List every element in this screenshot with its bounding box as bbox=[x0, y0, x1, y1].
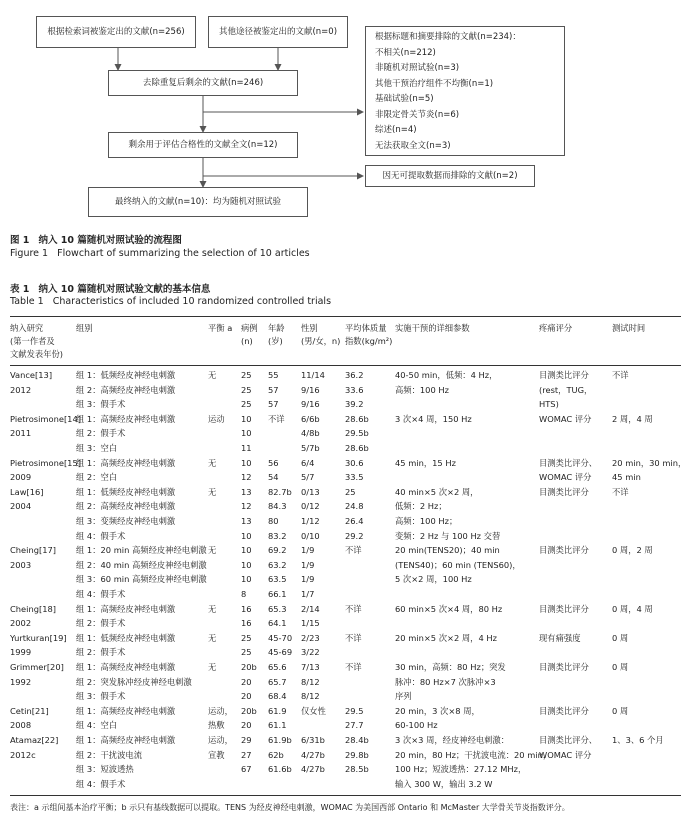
cell-cases: 29 bbox=[241, 735, 252, 745]
cell-age: 66.1 bbox=[268, 589, 287, 599]
cell-pain: 目测类比评分 bbox=[539, 545, 589, 556]
cell-group: 组 1：高频经皮神经电刺激 bbox=[76, 413, 176, 424]
cell-age: 68.4 bbox=[268, 691, 287, 702]
table-caption-en: Table 1 Characteristics of included 10 randomized controlled trials bbox=[10, 296, 332, 307]
cell-balance: 无 bbox=[208, 457, 217, 468]
cell-age: 54 bbox=[268, 472, 279, 483]
cell-tens: 3 次×4 周，150 Hz bbox=[395, 413, 472, 424]
figure-caption-en: Figure 1 Flowchart of summarizing the selection of 10 articles bbox=[10, 248, 310, 259]
cell-age: 55 bbox=[268, 370, 279, 380]
cell-tens: 高频：100 Hz； bbox=[395, 516, 458, 526]
cell-group: 组 2：40 min 高频经皮神经电刺激 bbox=[76, 559, 207, 570]
cell-cases: 20b bbox=[241, 662, 257, 672]
cell-cases: 20 bbox=[241, 691, 252, 702]
cell-time: 0 周 bbox=[612, 662, 629, 672]
cell-balance: 宣教 bbox=[208, 749, 225, 760]
header-age: 年龄 bbox=[268, 323, 285, 333]
cell-sex: 0/12 bbox=[301, 501, 320, 512]
cell-age: 57 bbox=[268, 384, 279, 395]
cell-time: 0 周，4 周 bbox=[612, 603, 653, 614]
cell-sex: 1/9 bbox=[301, 545, 315, 556]
cell-balance: 运动 bbox=[208, 413, 225, 424]
cell-cases: 10 bbox=[241, 530, 252, 541]
cell-study: Law[16] bbox=[10, 486, 44, 497]
cell-sex: 1/7 bbox=[301, 589, 315, 599]
cell-group: 组 4：假手术 bbox=[76, 589, 126, 599]
cell-bmi: 29.8b bbox=[345, 749, 369, 760]
table-caption-zh: 表 1 纳入 10 篇随机对照试验文献的基本信息 bbox=[10, 284, 211, 295]
cell-bmi: 30.6 bbox=[345, 457, 364, 468]
cell-cases: 13 bbox=[241, 516, 252, 526]
cell-tens: 40 min×5 次×2 周， bbox=[395, 486, 479, 497]
cell-cases: 8 bbox=[241, 589, 247, 599]
table-bottom-rule bbox=[10, 795, 681, 796]
flow-box-fulltext: 剩余用于评估合格性的文献全文(n=12) bbox=[108, 132, 298, 158]
cell-tens: 20 min(TENS20)；40 min bbox=[395, 545, 500, 556]
cell-bmi: 28.5b bbox=[345, 764, 369, 775]
cell-sex: 0/10 bbox=[301, 530, 320, 541]
cell-sex: 4/8b bbox=[301, 428, 320, 439]
cell-pain: 目测类比评分、 bbox=[539, 735, 598, 745]
exclusion-reason: 非随机对照试验(n=3) bbox=[375, 63, 460, 73]
cell-age: 61.1 bbox=[268, 720, 287, 731]
cell-bmi: 29.2 bbox=[345, 530, 364, 541]
cell-cases: 20 bbox=[241, 676, 252, 687]
cell-pain: 目测类比评分、 bbox=[539, 457, 598, 468]
header-study: 文献发表年份) bbox=[10, 349, 64, 359]
cell-time: 不详 bbox=[612, 370, 629, 380]
cell-bmi: 39.2 bbox=[345, 399, 364, 410]
cell-sex: 1/15 bbox=[301, 618, 320, 629]
cell-cases: 10 bbox=[241, 574, 252, 585]
cell-bmi: 25 bbox=[345, 486, 356, 497]
cell-age: 45-70 bbox=[268, 632, 293, 643]
header-group: 组别 bbox=[76, 323, 93, 333]
cell-group: 组 2：空白 bbox=[76, 472, 118, 483]
cell-cases: 25 bbox=[241, 632, 252, 643]
cell-sex: 4/27b bbox=[301, 764, 325, 775]
cell-age: 65.6 bbox=[268, 662, 287, 672]
cell-sex: 仅女性 bbox=[301, 705, 326, 716]
cell-sex: 5/7 bbox=[301, 472, 315, 483]
cell-group: 组 2：突发脉冲经皮神经电刺激 bbox=[76, 676, 192, 687]
cell-pain: WOMAC 评分 bbox=[539, 413, 592, 424]
cell-bmi: 28.6b bbox=[345, 413, 369, 424]
cell-age: 65.7 bbox=[268, 676, 287, 687]
header-bmi: 平均体质量 bbox=[345, 323, 387, 333]
cell-tens: 100 Hz；短波透热：27.12 MHz， bbox=[395, 764, 527, 775]
cell-pain: 目测类比评分 bbox=[539, 705, 589, 716]
cell-age: 69.2 bbox=[268, 545, 287, 556]
cell-age: 61.9 bbox=[268, 705, 287, 716]
cell-tens: 脉冲：80 Hz×7 次脉冲×3 bbox=[395, 676, 496, 687]
cell-balance: 无 bbox=[208, 632, 217, 643]
cell-group: 组 3：假手术 bbox=[76, 399, 126, 410]
flow-box-final: 最终纳入的文献(n=10)：均为随机对照试验 bbox=[88, 187, 308, 217]
cell-tens: 输入 300 W，输出 3.2 W bbox=[395, 778, 493, 789]
header-age: (岁) bbox=[268, 336, 283, 346]
cell-sex: 1/12 bbox=[301, 516, 320, 526]
cell-tens: 序列 bbox=[395, 691, 412, 702]
cell-bmi: 27.7 bbox=[345, 720, 364, 731]
cell-pain: 目测类比评分 bbox=[539, 486, 589, 497]
flow-box-database: 根据检索词被鉴定出的文献(n=256) bbox=[36, 16, 196, 48]
cell-tens: 低频：2 Hz； bbox=[395, 501, 447, 512]
cell-study: 2011 bbox=[10, 428, 32, 439]
cell-balance: 无 bbox=[208, 486, 217, 497]
cell-bmi: 29.5b bbox=[345, 428, 369, 439]
cell-time: 2 周，4 周 bbox=[612, 413, 653, 424]
cell-study: 2012c bbox=[10, 749, 36, 760]
cell-bmi: 36.2 bbox=[345, 370, 364, 380]
flow-box-dedup: 去除重复后剩余的文献(n=246) bbox=[108, 70, 298, 96]
cell-time: 0 周 bbox=[612, 632, 629, 643]
cell-cases: 10 bbox=[241, 457, 252, 468]
exclusion-reason: 不相关(n=212) bbox=[375, 47, 436, 58]
cell-age: 45-69 bbox=[268, 647, 293, 658]
cell-cases: 10 bbox=[241, 559, 252, 570]
header-sex: (男/女，n) bbox=[301, 336, 341, 346]
cell-group: 组 3：短波透热 bbox=[76, 764, 134, 775]
cell-pain: (rest，TUG， bbox=[539, 384, 593, 395]
cell-bmi: 不详 bbox=[345, 545, 362, 556]
cell-sex: 4/27b bbox=[301, 749, 325, 760]
cell-cases: 20 bbox=[241, 720, 252, 731]
cell-age: 83.2 bbox=[268, 530, 287, 541]
cell-study: 2009 bbox=[10, 472, 32, 483]
cell-age: 56 bbox=[268, 457, 279, 468]
cell-balance: 无 bbox=[208, 603, 217, 614]
cell-time: 0 周 bbox=[612, 705, 629, 716]
header-cases: 病例 bbox=[241, 323, 258, 333]
header-tens: 实施干预的详细参数 bbox=[395, 323, 470, 333]
cell-tens: (TENS40)；60 min (TENS60)， bbox=[395, 559, 521, 570]
cell-cases: 12 bbox=[241, 472, 252, 483]
exclusion-reason: 综述(n=4) bbox=[375, 125, 417, 135]
cell-bmi: 26.4 bbox=[345, 516, 364, 526]
cell-group: 组 4：假手术 bbox=[76, 530, 126, 541]
cell-group: 组 2：干扰波电流 bbox=[76, 749, 142, 760]
cell-time: 不详 bbox=[612, 486, 629, 497]
cell-sex: 2/23 bbox=[301, 632, 320, 643]
cell-study: 1992 bbox=[10, 676, 32, 687]
cell-balance: 运动， bbox=[208, 705, 233, 716]
cell-tens: 60 min×5 次×4 周，80 Hz bbox=[395, 603, 503, 614]
cell-time: 1、3、6 个月 bbox=[612, 735, 664, 745]
header-balance: 平衡 a bbox=[208, 323, 233, 333]
cell-time: 0 周，2 周 bbox=[612, 545, 653, 556]
cell-group: 组 1：低频经皮神经电刺激 bbox=[76, 632, 176, 643]
cell-time: 20 min，30 min， bbox=[612, 457, 687, 468]
cell-sex: 6/31b bbox=[301, 735, 325, 745]
flow-box-other: 其他途径被鉴定出的文献(n=0) bbox=[208, 16, 348, 48]
cell-sex: 6/6b bbox=[301, 413, 320, 424]
cell-pain: 目测类比评分 bbox=[539, 603, 589, 614]
cell-sex: 9/16 bbox=[301, 384, 320, 395]
exclusion-reason: 基础试验(n=5) bbox=[375, 94, 434, 104]
cell-age: 84.3 bbox=[268, 501, 287, 512]
cell-study: 2002 bbox=[10, 618, 32, 629]
figure-caption-zh: 图 1 纳入 10 篇随机对照试验的流程图 bbox=[10, 235, 182, 246]
flow-box-excluded-title-abstract bbox=[365, 26, 565, 156]
cell-balance: 无 bbox=[208, 662, 217, 672]
cell-sex: 5/7b bbox=[301, 443, 320, 453]
cell-tens: 变频：2 Hz 与 100 Hz 交替 bbox=[395, 530, 501, 541]
cell-tens: 40-50 min，低频：4 Hz， bbox=[395, 370, 498, 380]
cell-cases: 10 bbox=[241, 545, 252, 556]
cell-study: Yurtkuran[19] bbox=[10, 632, 67, 643]
cell-pain: 目测类比评分 bbox=[539, 662, 589, 672]
cell-age: 63.2 bbox=[268, 559, 287, 570]
cell-cases: 25 bbox=[241, 384, 252, 395]
cell-sex: 7/13 bbox=[301, 662, 320, 672]
cell-study: Cheing[18] bbox=[10, 603, 57, 614]
cell-group: 组 1：高频经皮神经电刺激 bbox=[76, 457, 176, 468]
cell-sex: 0/13 bbox=[301, 486, 320, 497]
cell-age: 61.9b bbox=[268, 735, 292, 745]
cell-tens: 3 次×3 周，经皮神经电刺激： bbox=[395, 735, 510, 745]
cell-tens: 5 次×2 周，100 Hz bbox=[395, 574, 472, 585]
cell-cases: 10 bbox=[241, 428, 252, 439]
cell-bmi: 不详 bbox=[345, 632, 362, 643]
cell-group: 组 1：低频经皮神经电刺激 bbox=[76, 486, 176, 497]
cell-pain: WOMAC 评分 bbox=[539, 749, 592, 760]
cell-age: 不详 bbox=[268, 413, 285, 424]
cell-cases: 27 bbox=[241, 749, 252, 760]
cell-group: 组 4：空白 bbox=[76, 720, 118, 731]
cell-balance: 运动， bbox=[208, 735, 233, 745]
cell-bmi: 33.6 bbox=[345, 384, 364, 395]
header-bmi: 指数(kg/m²) bbox=[345, 336, 393, 346]
cell-cases: 25 bbox=[241, 647, 252, 658]
cell-tens: 20 min，80 Hz；干扰波电流：20 min， bbox=[395, 749, 552, 760]
header-cases: (n) bbox=[241, 336, 253, 346]
cell-cases: 13 bbox=[241, 486, 252, 497]
cell-age: 57 bbox=[268, 399, 279, 410]
cell-pain: 现有痛强度 bbox=[539, 632, 581, 643]
cell-group: 组 2：高频经皮神经电刺激 bbox=[76, 501, 176, 512]
cell-group: 组 3：变频经皮神经电刺激 bbox=[76, 516, 176, 526]
exclusion-heading: 根据标题和摘要排除的文献(n=234)： bbox=[375, 32, 521, 42]
cell-study: 2012 bbox=[10, 384, 32, 395]
cell-study: Pietrosimone[14] bbox=[10, 413, 81, 424]
cell-balance: 无 bbox=[208, 370, 217, 380]
cell-bmi: 28.6b bbox=[345, 443, 369, 453]
cell-sex: 1/9 bbox=[301, 559, 315, 570]
cell-sex: 3/22 bbox=[301, 647, 320, 658]
exclusion-reason: 其他干预治疗组件不均衡(n=1) bbox=[375, 78, 494, 89]
cell-group: 组 2：假手术 bbox=[76, 647, 126, 658]
cell-bmi: 29.5 bbox=[345, 705, 364, 716]
cell-group: 组 2：假手术 bbox=[76, 428, 126, 439]
cell-balance: 无 bbox=[208, 545, 217, 556]
cell-tens: 60-100 Hz bbox=[395, 720, 438, 731]
cell-group: 组 1：高频经皮神经电刺激 bbox=[76, 662, 176, 672]
cell-group: 组 1：高频经皮神经电刺激 bbox=[76, 735, 176, 745]
cell-group: 组 2：高频经皮神经电刺激 bbox=[76, 384, 176, 395]
cell-tens: 高频：100 Hz bbox=[395, 384, 449, 395]
cell-group: 组 1：20 min 高频经皮神经电刺激 bbox=[76, 545, 207, 556]
cell-cases: 16 bbox=[241, 603, 252, 614]
cell-group: 组 3：空白 bbox=[76, 443, 118, 453]
cell-pain: WOMAC 评分 bbox=[539, 472, 592, 483]
cell-age: 80 bbox=[268, 516, 279, 526]
cell-study: 1999 bbox=[10, 647, 32, 658]
cell-bmi: 28.4b bbox=[345, 735, 369, 745]
cell-group: 组 3：60 min 高频经皮神经电刺激 bbox=[76, 574, 207, 585]
cell-cases: 12 bbox=[241, 501, 252, 512]
cell-cases: 67 bbox=[241, 764, 252, 775]
cell-cases: 10 bbox=[241, 413, 252, 424]
cell-cases: 20b bbox=[241, 705, 257, 716]
cell-age: 82.7b bbox=[268, 486, 292, 497]
cell-study: Grimmer[20] bbox=[10, 662, 64, 672]
cell-sex: 8/12 bbox=[301, 676, 320, 687]
cell-tens: 20 min×5 次×2 周，4 Hz bbox=[395, 632, 497, 643]
cell-group: 组 4：假手术 bbox=[76, 778, 126, 789]
cell-tens: 45 min，15 Hz bbox=[395, 457, 456, 468]
cell-study: Cetin[21] bbox=[10, 705, 49, 716]
cell-sex: 8/12 bbox=[301, 691, 320, 702]
table-note: 表注：a 示组间基本治疗平衡；b 示只有基线数据可以提取。TENS 为经皮神经电刺激，WOMAC 为美国西部 Ontario 和 McMaster 大学骨关节炎指数评分。 bbox=[10, 803, 570, 812]
cell-study: 2008 bbox=[10, 720, 32, 731]
cell-sex: 6/4 bbox=[301, 457, 315, 468]
exclusion-reason: 非限定骨关节炎(n=6) bbox=[375, 109, 460, 120]
cell-pain: HTS) bbox=[539, 399, 559, 410]
header-study: (第一作者及 bbox=[10, 336, 55, 346]
flow-box-excluded-missing: 因无可提取数据而排除的文献(n=2) bbox=[365, 165, 535, 187]
cell-group: 组 1：高频经皮神经电刺激 bbox=[76, 705, 176, 716]
cell-bmi: 24.8 bbox=[345, 501, 364, 512]
cell-sex: 9/16 bbox=[301, 399, 320, 410]
cell-bmi: 33.5 bbox=[345, 472, 364, 483]
cell-tens: 20 min，3 次×8 周， bbox=[395, 705, 480, 716]
cell-time: 45 min bbox=[612, 472, 641, 483]
cell-group: 组 2：假手术 bbox=[76, 618, 126, 629]
cell-cases: 16 bbox=[241, 618, 252, 629]
cell-bmi: 不详 bbox=[345, 662, 362, 672]
cell-age: 64.1 bbox=[268, 618, 287, 629]
cell-bmi: 不详 bbox=[345, 603, 362, 614]
cell-study: Vance[13] bbox=[10, 370, 53, 380]
exclusion-reason: 无法获取全文(n=3) bbox=[375, 140, 451, 151]
cell-cases: 25 bbox=[241, 399, 252, 410]
cell-cases: 11 bbox=[241, 443, 252, 453]
cell-balance: 热敷 bbox=[208, 720, 225, 731]
cell-group: 组 3：假手术 bbox=[76, 691, 126, 702]
cell-cases: 25 bbox=[241, 370, 252, 380]
cell-sex: 2/14 bbox=[301, 603, 320, 614]
table-header-rule bbox=[10, 365, 681, 366]
header-time: 测试时间 bbox=[612, 323, 646, 333]
cell-age: 65.3 bbox=[268, 603, 287, 614]
cell-age: 63.5 bbox=[268, 574, 287, 585]
header-sex: 性别 bbox=[301, 323, 318, 333]
cell-sex: 1/9 bbox=[301, 574, 315, 585]
cell-pain: 目测类比评分 bbox=[539, 370, 589, 380]
cell-study: Pietrosimone[15] bbox=[10, 457, 81, 468]
cell-study: 2003 bbox=[10, 559, 32, 570]
table-top-rule bbox=[10, 316, 681, 317]
cell-study: 2004 bbox=[10, 501, 32, 512]
cell-group: 组 1：低频经皮神经电刺激 bbox=[76, 370, 176, 380]
header-study: 纳入研究 bbox=[10, 323, 44, 333]
cell-sex: 11/14 bbox=[301, 370, 325, 380]
cell-age: 61.6b bbox=[268, 764, 292, 775]
cell-study: Atamaz[22] bbox=[10, 735, 59, 745]
header-pain: 疼痛评分 bbox=[539, 323, 573, 333]
cell-age: 62b bbox=[268, 749, 284, 760]
cell-tens: 30 min，高频：80 Hz；突发 bbox=[395, 662, 506, 672]
cell-group: 组 1：高频经皮神经电刺激 bbox=[76, 603, 176, 614]
cell-study: Cheing[17] bbox=[10, 545, 57, 556]
